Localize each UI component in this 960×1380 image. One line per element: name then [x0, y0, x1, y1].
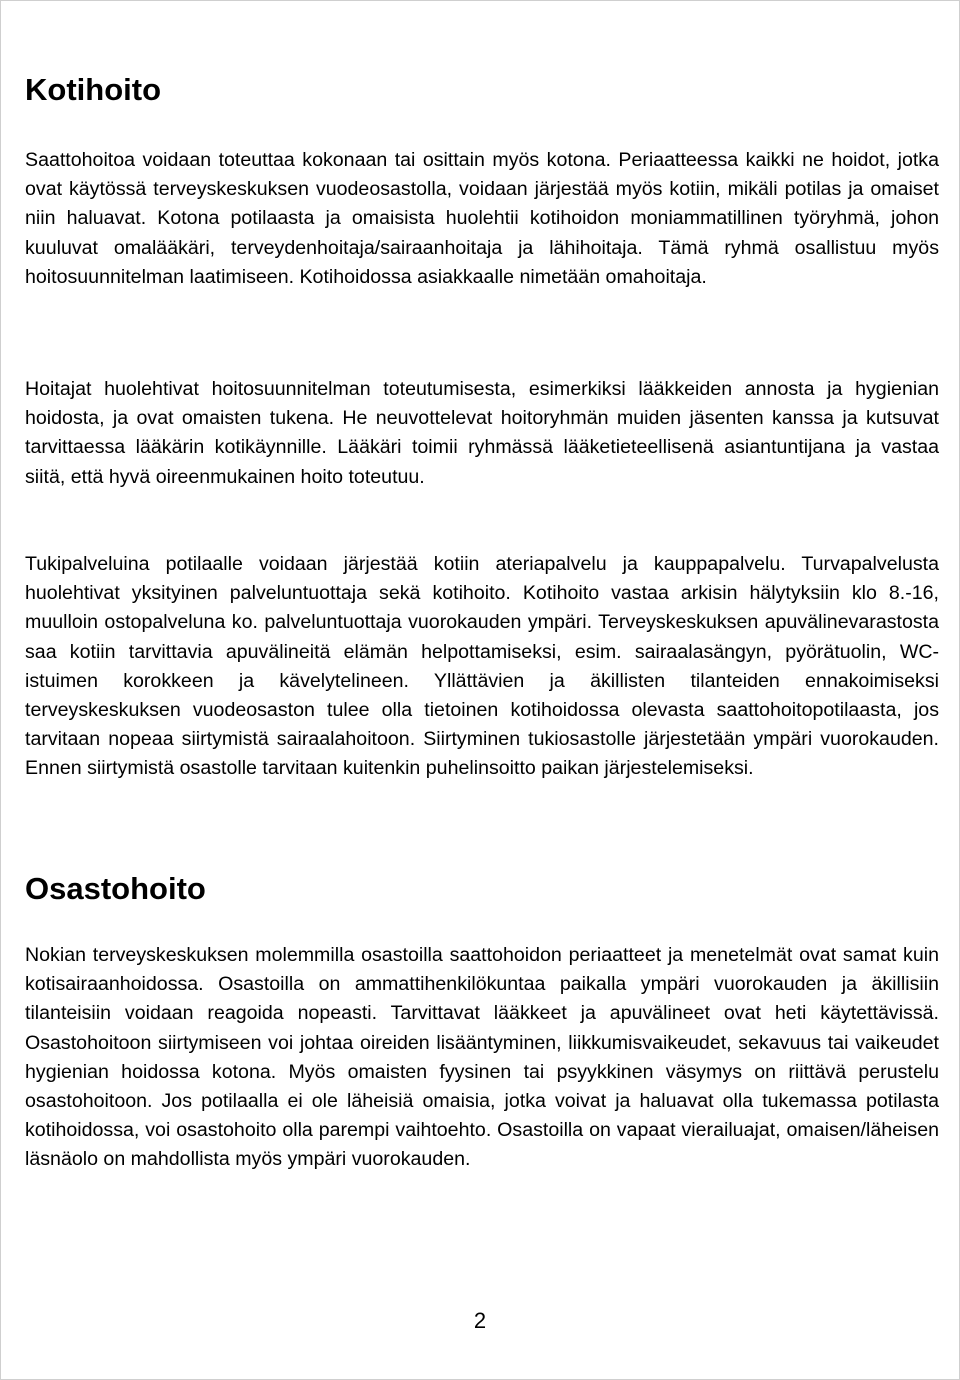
section-heading-osastohoito: Osastohoito [25, 871, 206, 906]
section-heading-kotihoito: Kotihoito [25, 72, 162, 107]
page-number: 2 [473, 1308, 487, 1333]
body-paragraph: Tukipalveluina potilaalle voidaan järjestää kotiin ateriapalvelu ja kauppapalvelu. Turvapalvelusta huolehtivat yksityinen palveluntuottaja sekä kotihoito. Kotihoito vastaa arkisin hälytyksiin klo 8.-16, muulloin ostopalveluna ko. palveluntuottaja vuorokauden ympäri. Terveyskeskuksen apuvälinevarastosta saa kotiin tarvittavia apuvälineitä elämän helpottamiseksi, esim. sairaalasängyn, pyörätuolin, WC-istuimen korokkeen ja kävelytelineen. Yllättävien ja äkillisten tilanteiden ennakoimiseksi terveyskeskuksen vuodeosaston tulee olla tietoinen kotihoidossa olevasta saattohoitopotilaasta, jos tarvitaan nopeaa siirtymistä sairaalahoitoon. Siirtyminen tukiosastolle järjestetään ympäri vuorokauden. Ennen siirtymistä osastolle tarvitaan kuitenkin puhelinsoitto paikan järjestelemiseksi. [25, 553, 939, 780]
body-paragraph: Saattohoitoa voidaan toteuttaa kokonaan tai osittain myös kotona. Periaatteessa kaikki ne hoidot, jotka ovat käytössä terveyskeskuksen vuodeosastolla, voidaan järjestää myös kotiin, mikäli potilas ja omaiset niin haluavat. Kotona potilaasta ja omaisista huolehtii kotihoidon moniammatillinen työryhmä, johon kuuluvat omalääkäri, terveydenhoitaja/sairaanhoitaja ja lähihoitaja. Tämä ryhmä osallistuu myös hoitosuunnitelman laatimiseen. Kotihoidossa asiakkaalle nimetään omahoitaja. [25, 149, 939, 288]
body-paragraph: Hoitajat huolehtivat hoitosuunnitelman toteutumisesta, esimerkiksi lääkkeiden annosta ja hygienian hoidosta, ja ovat omaisten tukena. He neuvottelevat hoitoryhmän muiden jäsenten kanssa ja kutsuvat tarvittaessa lääkärin kotikäynnille. Lääkäri toimii ryhmässä lääketieteellisenä asiantuntijana ja vastaa siitä, että hyvä oireenmukainen hoito toteutuu. [25, 378, 939, 488]
body-paragraph: Nokian terveyskeskuksen molemmilla osastoilla saattohoidon periaatteet ja menetelmät ovat samat kuin kotisairaanhoidossa. Osastoilla on ammattihenkilökuntaa paikalla ympäri vuorokauden ja äkillisiin tilanteisiin voidaan reagoida nopeasti. Tarvittavat lääkkeet ja apuvälineet ovat heti käytettävissä. Osastohoitoon siirtymiseen voi johtaa oireiden lisääntyminen, liikkumisvaikeudet, sekavuus tai vaikeudet hygienian hoidossa kotona. Myös omaisten fyysinen tai psyykkinen väsymys on riittävä perustelu osastohoitoon. Jos potilaalla ei ole läheisiä omaisia, jotka voivat ja haluavat olla tukemassa potilasta kotihoidossa, voi osastohoito olla parempi vaihtoehto. Osastoilla on vapaat vierailuajat, omaisen/läheisen läsnäolo on mahdollista myös ympäri vuorokauden. [25, 944, 939, 1171]
